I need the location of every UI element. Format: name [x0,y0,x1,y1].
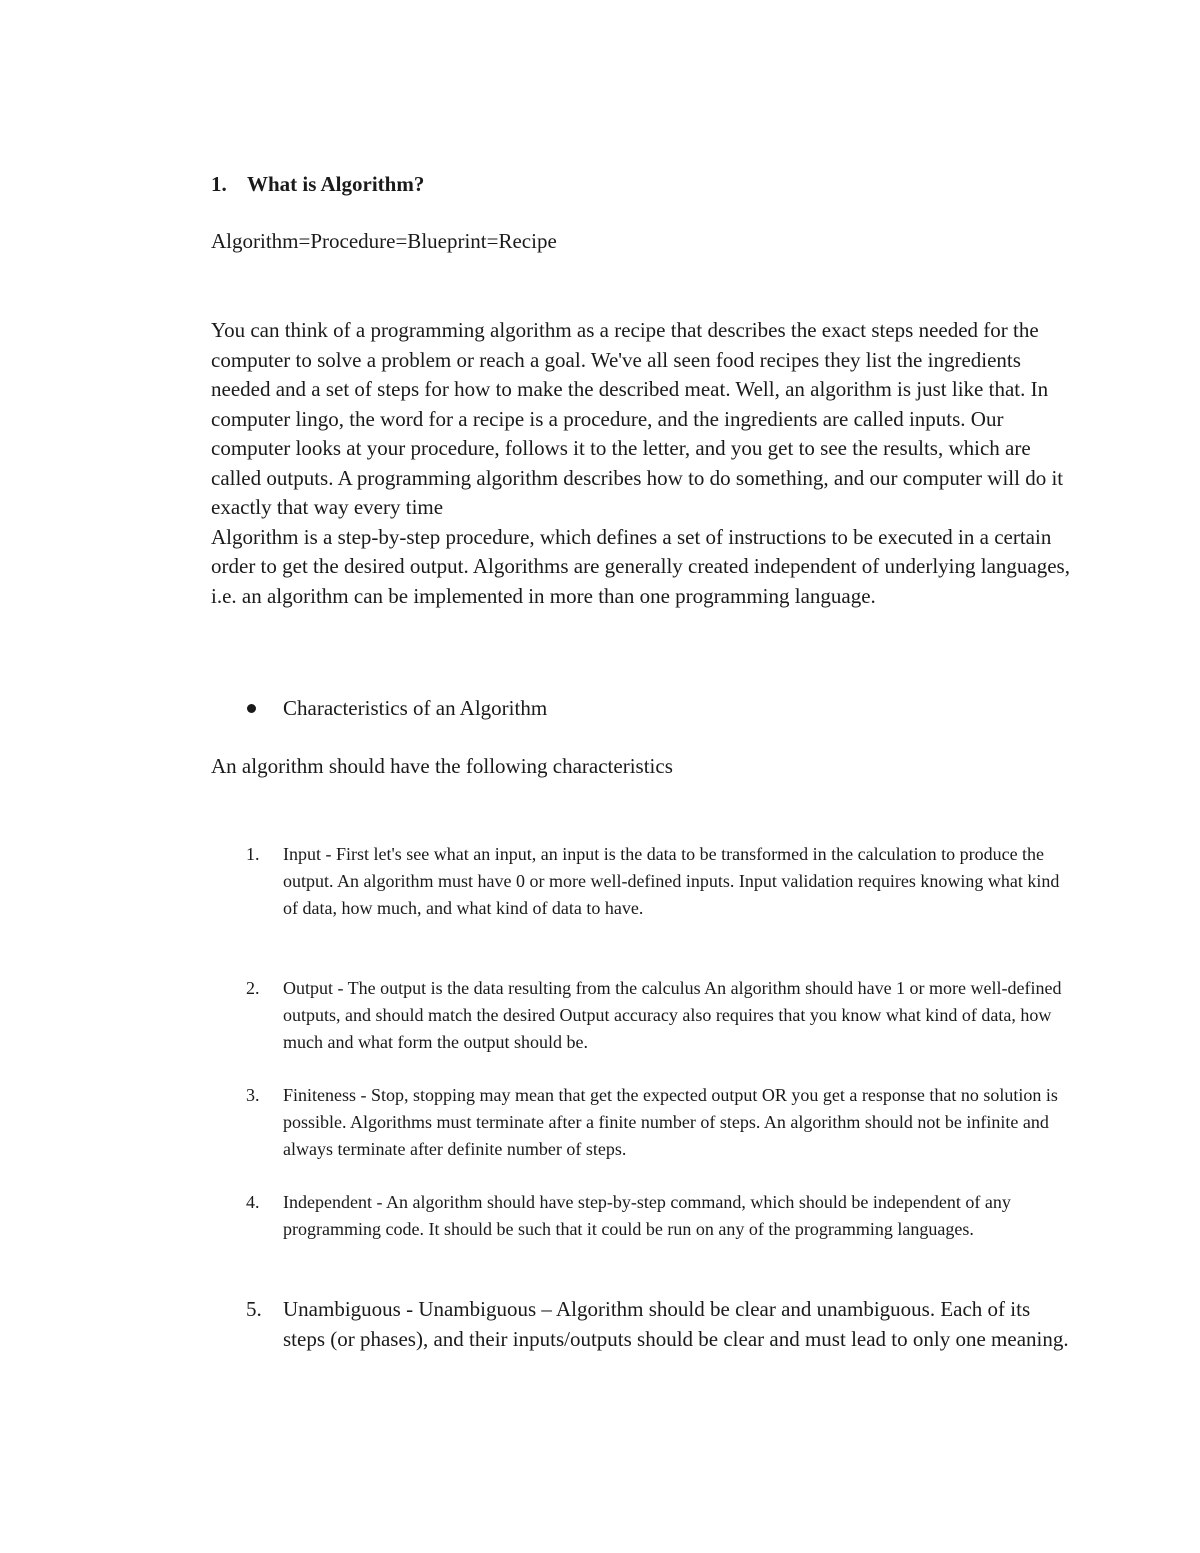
characteristic-output [246,975,1076,1055]
characteristic-number: 5. [246,1297,262,1321]
algorithm-equation: Algorithm=Procedure=Blueprint=Recipe [211,229,557,253]
characteristics-lead: An algorithm should have the following characteristics [211,754,673,778]
heading-number: 1. [211,172,227,196]
bullet-text: Characteristics of an Algorithm [283,696,548,720]
characteristic-text: Input - First let's see what an input, an input is the data to be transformed in the calculation to produce the output. An algorithm must have 0 or more well-defined inputs. Input validation requires knowing what kind of data, how much, and what kind of data to have. [283,844,1060,918]
heading-title: What is Algorithm? [247,172,425,196]
bullet-item [211,696,547,721]
intro-paragraph-recipe: You can think of a programming algorithm as a recipe that describes the exact steps needed for the computer to solve a problem or reach a goal. We've all seen food recipes they list the ingredients needed and a set of steps for how to make the described meat. Well, an algorithm is just like that. In computer lingo, the word for a recipe is a procedure, and the ingredients are called inputs. Our computer looks at your procedure, follows it to the letter, and you get to see the results, which are called outputs. A programming algorithm describes how to do something, and our computer will do it exactly that way every time [211,318,1064,519]
characteristic-text: Output - The output is the data resulting from the calculus An algorithm should have 1 or more well-defined outputs, and should match the desired Output accuracy also requires that you know what kind of data, how much and what form the output should be. [283,978,1062,1052]
intro-text [211,316,1081,611]
characteristic-text: Unambiguous - Unambiguous – Algorithm should be clear and unambiguous. Each of its steps (or phases), and their inputs/outputs should be clear and must lead to only one meaning. [283,1297,1069,1351]
characteristic-text: Finiteness - Stop, stopping may mean that get the expected output OR you get a response that no solution is possible. Algorithms must terminate after a finite number of steps. An algorithm should not be infinite and always terminate after definite number of steps. [283,1085,1058,1159]
characteristic-unambiguous [246,1295,1076,1354]
bullet-dot-icon [247,704,256,713]
section-heading [211,172,424,197]
characteristic-input [246,841,1076,921]
characteristic-number: 1. [246,844,260,864]
characteristic-finiteness [246,1082,1076,1162]
characteristic-number: 2. [246,978,260,998]
intro-paragraph-definition: Algorithm is a step-by-step procedure, which defines a set of instructions to be executed in a certain order to get the desired output. Algorithms are generally created independent of underlying languages, i.e. an algorithm can be implemented in more than one programming language. [211,524,1070,608]
characteristic-independent [246,1189,1076,1243]
characteristic-number: 4. [246,1192,260,1212]
characteristic-text: Independent - An algorithm should have step-by-step command, which should be independent of any programming code. It should be such that it could be run on any of the programming languages. [283,1192,1011,1239]
characteristic-number: 3. [246,1085,260,1105]
